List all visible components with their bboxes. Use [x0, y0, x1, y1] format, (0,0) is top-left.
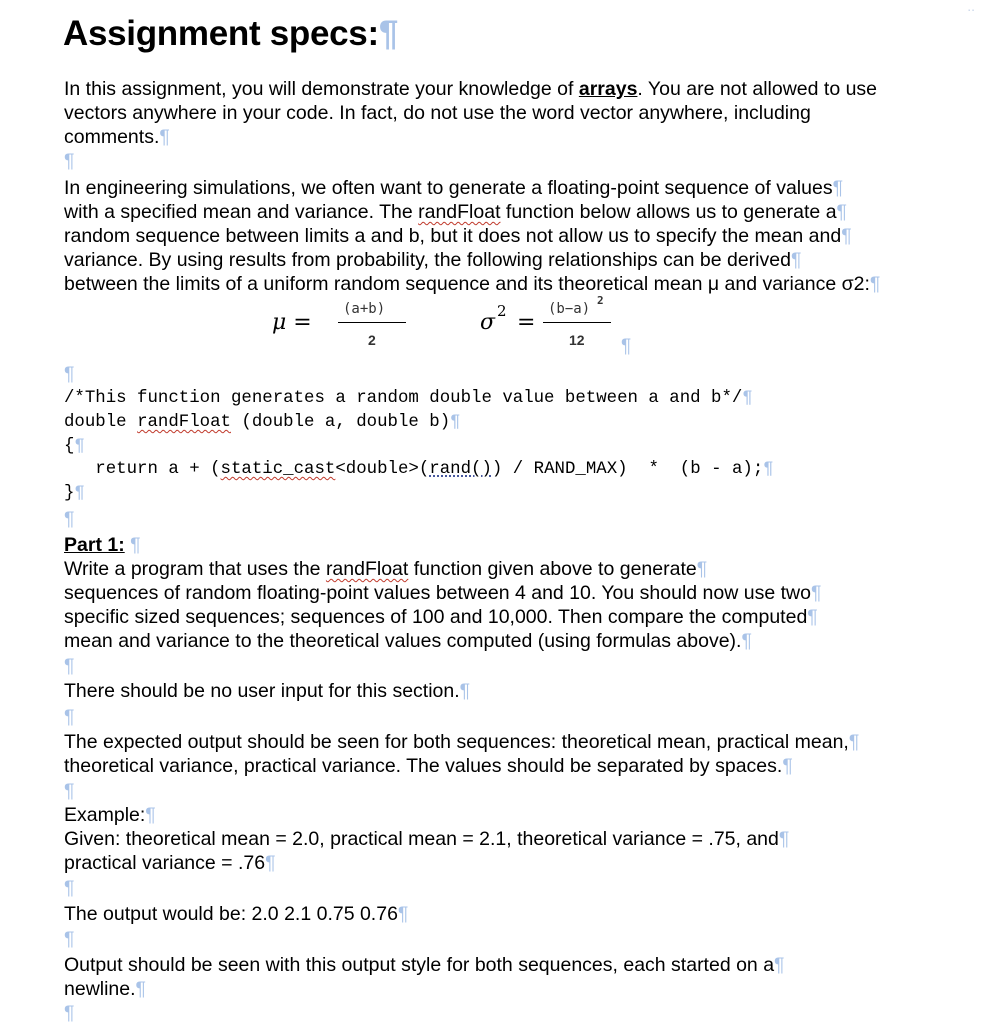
pilcrow: ¶ [778, 828, 790, 850]
para-text: sequences of random floating-point values between 4 and 10. You should now use two [64, 582, 811, 604]
pilcrow: ¶ [135, 978, 147, 1000]
part1-line-1 [64, 557, 707, 581]
mu-fraction-bar [338, 322, 406, 323]
para-text: Example: [64, 804, 146, 826]
pilcrow: ¶ [741, 630, 752, 652]
pilcrow: ¶ [763, 460, 774, 479]
heading-text: Part 1: [64, 534, 125, 556]
para-text: There should be no user input for this section. [64, 680, 460, 702]
para-text: mean and variance to the theoretical values computed (using formulas above). [64, 630, 742, 652]
sigma-lhs: σ [480, 310, 496, 335]
no-input-line [64, 679, 470, 703]
corner-marker: .. [967, 0, 975, 14]
sigma-denominator: 12 [569, 332, 585, 348]
para2-line-3 [64, 224, 852, 248]
given-line-2 [64, 851, 276, 875]
intro-text: . You are not allowed to use [637, 78, 878, 100]
pilcrow: ¶ [159, 126, 170, 148]
pilcrow: ¶ [742, 389, 753, 408]
intro-line-3 [64, 125, 170, 149]
para-text: newline. [64, 978, 136, 1000]
static-cast-word: static_cast [220, 460, 336, 479]
para-text: theoretical variance, practical variance. The values should be separated by spaces. [64, 755, 783, 777]
rand-call: rand() [429, 460, 492, 479]
code-comment [64, 387, 753, 411]
empty-paragraph: ¶ [64, 780, 75, 802]
code-text: /*This function generates a random double value between a and b*/ [64, 389, 743, 408]
pilcrow: ¶ [836, 201, 848, 223]
expected-line-1 [64, 730, 859, 754]
pilcrow: ¶ [130, 534, 141, 556]
para-text: The output would be: 2.0 2.1 0.75 0.76 [64, 903, 398, 925]
pilcrow: ¶ [696, 558, 708, 580]
example-label [64, 803, 156, 827]
mu-denominator: 2 [368, 332, 376, 348]
para-text: random sequence between limits a and b, but it does not allow us to specify the mean and [64, 225, 842, 247]
sigma-equals: = [517, 310, 536, 335]
code-text: double [64, 413, 138, 432]
intro-line-1 [64, 77, 877, 101]
pilcrow: ¶ [807, 606, 818, 628]
intro-line-2: vectors anywhere in your code. In fact, do not use the word vector anywhere, including [64, 102, 811, 124]
pilcrow: ¶ [841, 225, 852, 247]
para-text: Output should be seen with this output style for both sequences, each started on a [64, 954, 775, 976]
part1-line-3 [64, 605, 818, 629]
para2-line-2 [64, 200, 847, 224]
para-text: variance. By using results from probability, the following relationships can be derived [64, 249, 791, 271]
para-text: practical variance = .76 [64, 852, 266, 874]
randfloat-word: randFloat [325, 558, 409, 580]
randfloat-name: randFloat [137, 413, 231, 432]
sigma-exponent: 2 [497, 302, 507, 320]
part1-line-2 [64, 581, 821, 605]
pilcrow: ¶ [450, 413, 461, 432]
randfloat-word: randFloat [418, 201, 501, 223]
intro-text: comments. [64, 126, 160, 148]
para-text: Given: theoretical mean = 2.0, practical mean = 2.1, theoretical variance = .75, and [64, 828, 779, 850]
pilcrow: ¶ [790, 249, 802, 271]
code-text: } [64, 484, 75, 503]
pilcrow: ¶ [832, 177, 844, 199]
code-return [64, 458, 774, 482]
para-text: The expected output should be seen for both sequences: theoretical mean, practical mean, [64, 731, 849, 753]
sigma-fraction-bar [543, 322, 611, 323]
code-close-brace [64, 482, 85, 506]
code-text: ) / RAND_MAX) * (b - a); [491, 460, 764, 479]
empty-paragraph: ¶ [64, 877, 75, 899]
pilcrow: ¶ [621, 336, 632, 357]
para-text: between the limits of a uniform random sequence and its theoretical mean μ and variance σ2: [64, 273, 870, 295]
para-text: In engineering simulations, we often want to generate a floating-point sequence of values [64, 177, 833, 199]
part1-heading [64, 533, 141, 557]
empty-paragraph: ¶ [64, 655, 75, 677]
given-line-1 [64, 827, 789, 851]
arrays-keyword: arrays [578, 78, 638, 100]
style-line-1 [64, 953, 785, 977]
code-text: <double>( [335, 460, 430, 479]
para2-line-1 [64, 176, 843, 200]
code-open-brace [64, 435, 85, 459]
empty-paragraph: ¶ [64, 363, 75, 385]
pilcrow: ¶ [848, 731, 860, 753]
mu-lhs: μ = [272, 310, 312, 335]
expected-line-2 [64, 754, 793, 778]
pilcrow: ¶ [74, 484, 85, 503]
para-text: Write a program that uses the [64, 558, 326, 580]
para-text: with a specified mean and variance. The [64, 201, 419, 223]
pilcrow: ¶ [397, 903, 409, 925]
code-signature [64, 411, 461, 435]
para2-line-4 [64, 248, 801, 272]
pilcrow: ¶ [145, 804, 156, 826]
pilcrow: ¶ [869, 273, 881, 295]
pilcrow: ¶ [782, 755, 793, 777]
empty-paragraph: ¶ [64, 508, 75, 530]
part1-line-4 [64, 629, 752, 653]
empty-paragraph: ¶ [64, 928, 75, 950]
output-line [64, 902, 408, 926]
para-text: function below allows us to generate a [500, 201, 837, 223]
pilcrow: ¶ [74, 437, 85, 456]
title-text: Assignment specs: [63, 14, 379, 53]
para2-line-5 [64, 272, 880, 296]
para-text: function given above to generate [408, 558, 697, 580]
pilcrow: ¶ [774, 954, 785, 976]
pilcrow: ¶ [378, 14, 399, 53]
empty-paragraph: ¶ [64, 150, 75, 172]
code-text: return a + ( [64, 460, 221, 479]
mu-numerator: (a+b) [343, 301, 386, 317]
style-line-2 [64, 977, 146, 1001]
empty-paragraph: ¶ [64, 706, 75, 728]
intro-text: In this assignment, you will demonstrate your knowledge of [64, 78, 579, 100]
pilcrow: ¶ [459, 680, 471, 702]
para-text: specific sized sequences; sequences of 100 and 10,000. Then compare the computed [64, 606, 808, 628]
pilcrow: ¶ [810, 582, 822, 604]
sigma-num-exponent: 2 [597, 294, 604, 307]
code-text: (double a, double b) [231, 413, 451, 432]
pilcrow: ¶ [265, 852, 276, 874]
sigma-numerator: (b−a) [548, 301, 591, 317]
page-title [63, 14, 398, 54]
empty-paragraph: ¶ [64, 1002, 75, 1024]
code-text: { [64, 437, 75, 456]
